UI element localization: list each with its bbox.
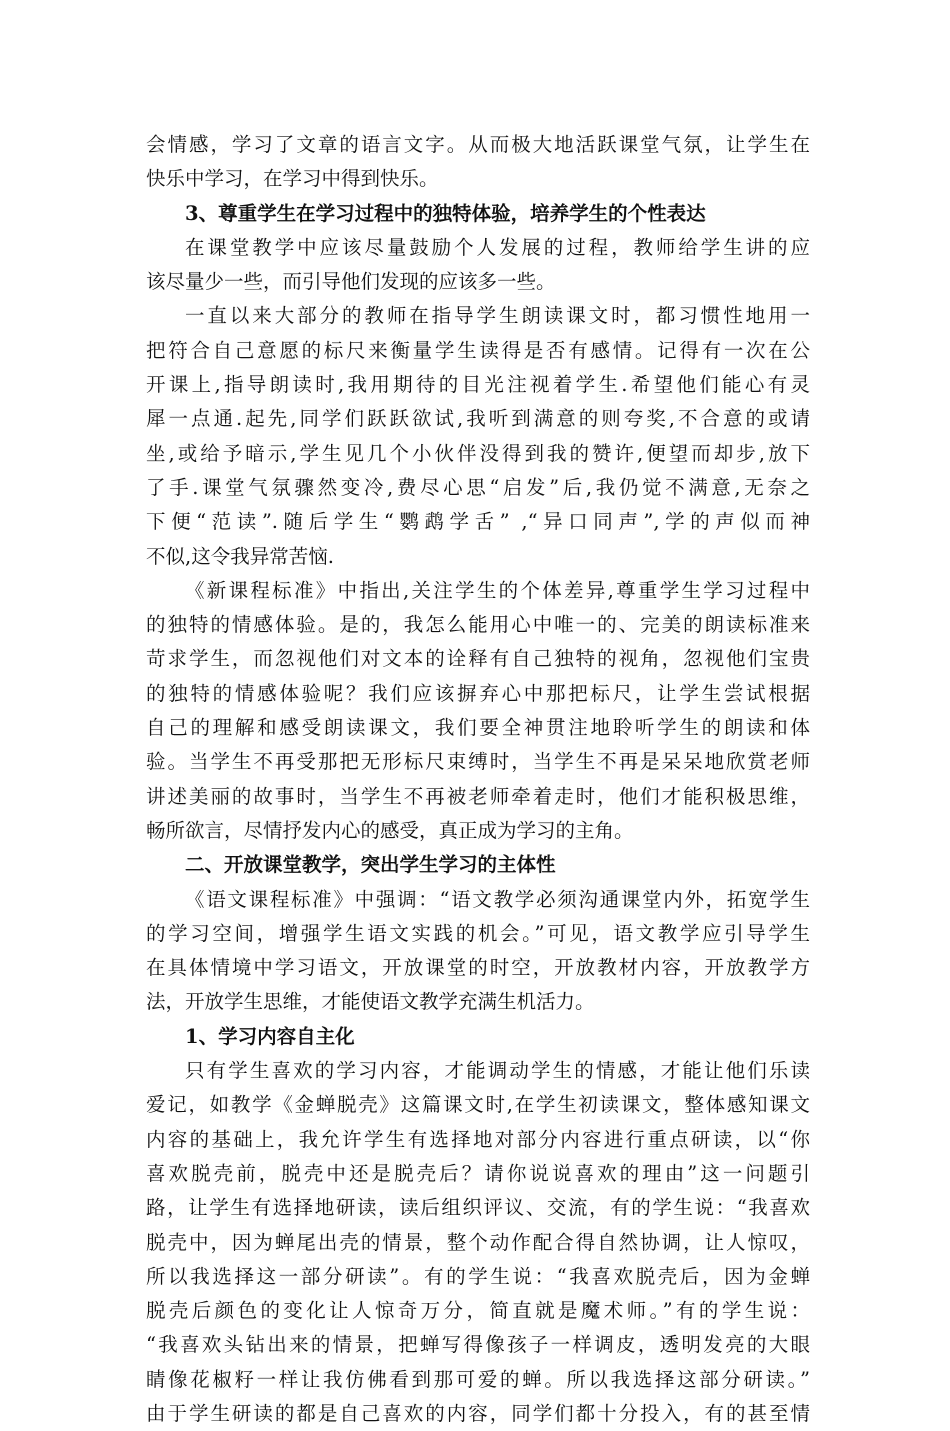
paragraph-line: 喜欢脱壳前，脱壳中还是脱壳后？请你说说喜欢的理由”这一问题引 [146,1161,810,1185]
paragraph-line: 所以我选择这一部分研读”。有的学生说：“我喜欢脱壳后，因为金蝉 [146,1264,810,1288]
section-heading-line: 1、学习内容自主化 [185,1024,355,1048]
paragraph-line: 开课上,指导朗读时,我用期待的目光注视着学生.希望他们能心有灵 [146,373,810,397]
section-heading-line: 3、尊重学生在学习过程中的独特体验，培养学生的个性表达 [185,201,706,225]
paragraph-line: 验。当学生不再受那把无形标尺束缚时，当学生不再是呆呆地欣赏老师 [146,750,810,774]
paragraph-line: 不似,这令我异常苦恼. [146,544,334,568]
paragraph-line: 讲述美丽的故事时，当学生不再被老师牵着走时，他们才能积极思维， [146,784,810,808]
paragraph-line: 下便“范读”.随后学生“鹦鹉学舌” ,“异口同声”,学的声似而神 [146,510,810,534]
paragraph-line: “我喜欢头钻出来的情景，把蝉写得像孩子一样调皮，透明发亮的大眼 [146,1333,810,1357]
section-heading-line: 二、开放课堂教学，突出学生学习的主体性 [185,853,556,877]
paragraph-line: 《语文课程标准》中强调：“语文教学必须沟通课堂内外，拓宽学生 [185,887,810,911]
paragraph-line: 畅所欲言，尽情抒发内心的感受，真正成为学习的主角。 [146,818,634,842]
body-text [146,128,810,1431]
paragraph-line: 会情感，学习了文章的语言文字。从而极大地活跃课堂气氛，让学生在 [146,133,810,156]
paragraph-line: 犀一点通.起先,同学们跃跃欲试,我听到满意的则夸奖,不合意的或请 [146,407,810,431]
paragraph-line: 把符合自己意愿的标尺来衡量学生读得是否有感情。记得有一次在公 [146,338,810,362]
paragraph-line: 在具体情境中学习语文，开放课堂的时空，开放教材内容，开放教学方 [146,956,810,980]
paragraph-line: 内容的基础上，我允许学生有选择地对部分内容进行重点研读，以“你 [146,1127,810,1151]
paragraph-line: 路，让学生有选择地研读，读后组织评议、交流，有的学生说：“我喜欢 [146,1196,810,1220]
paragraph-line: 在课堂教学中应该尽量鼓励个人发展的过程，教师给学生讲的应 [185,235,810,259]
paragraph-line: 的独特的情感体验。是的，我怎么能用心中唯一的、完美的朗读标准来 [146,613,810,637]
paragraph-line: 坐,或给予暗示,学生见几个小伙伴没得到我的赞许,便望而却步,放下 [146,441,810,465]
paragraph-line: 的独特的情感体验呢？我们应该摒弃心中那把标尺，让学生尝试根据 [146,681,810,705]
paragraph-line: 快乐中学习，在学习中得到快乐。 [146,167,439,191]
paragraph-line: 法，开放学生思维，才能使语文教学充满生机活力。 [146,990,595,1014]
paragraph-line: 了手.课堂气氛骤然变冷,费尽心思“启发”后,我仍觉不满意,无奈之 [146,475,810,499]
paragraph-line: 脱壳中，因为蝉尾出壳的情景，整个动作配合得自然协调，让人惊叹， [146,1230,810,1254]
paragraph-line: 爱记，如教学《金蝉脱壳》这篇课文时,在学生初读课文，整体感知课文 [146,1093,810,1117]
paragraph-line: 的学习空间，增强学生语文实践的机会。”可见，语文教学应引导学生 [146,921,810,945]
paragraph-line: 脱壳后颜色的变化让人惊奇万分，简直就是魔术师。”有的学生说： [146,1299,810,1323]
paragraph-line: 苛求学生，而忽视他们对文本的诠释有自己独特的视角，忽视他们宝贵 [146,647,810,671]
paragraph-line: 《新课程标准》中指出,关注学生的个体差异,尊重学生学习过程中 [185,578,810,602]
paragraph-line: 该尽量少一些，而引导他们发现的应该多一些。 [146,270,556,294]
paragraph-line: 只有学生喜欢的学习内容，才能调动学生的情感，才能让他们乐读 [185,1059,810,1083]
paragraph-line: 由于学生研读的都是自己喜欢的内容，同学们都十分投入，有的甚至情 [146,1401,810,1425]
paragraph-line: 睛像花椒籽一样让我仿佛看到那可爱的蝉。所以我选择这部分研读。” [146,1367,810,1391]
paragraph-line: 自己的理解和感受朗读课文，我们要全神贯注地聆听学生的朗读和体 [146,716,810,740]
paragraph-line: 一直以来大部分的教师在指导学生朗读课文时，都习惯性地用一 [185,304,810,328]
